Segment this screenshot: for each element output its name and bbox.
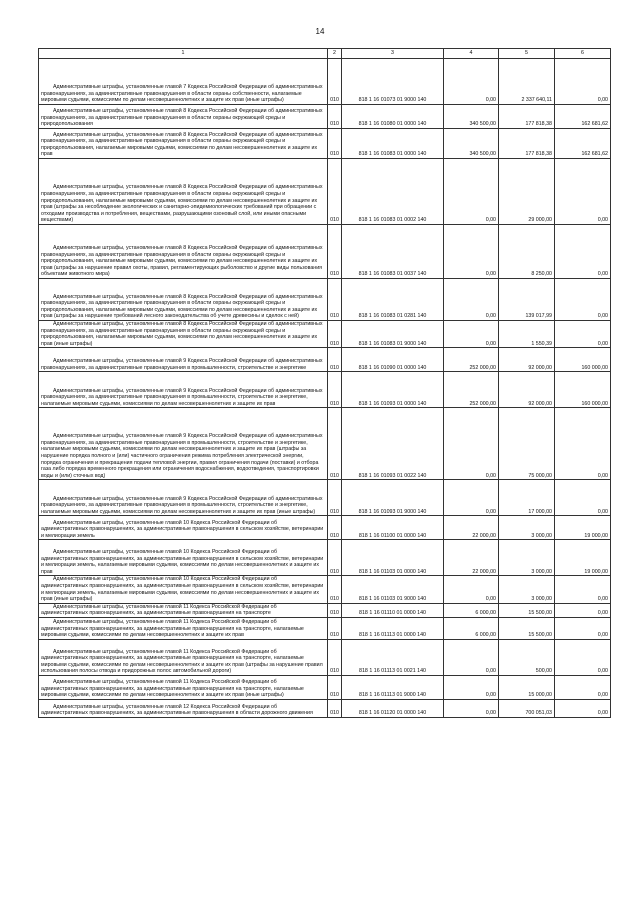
row-budget-code: 818 1 16 01113 01 0000 140	[342, 618, 444, 640]
row-line-code: 010	[328, 372, 342, 408]
row-approved-amount: 6 000,00	[444, 618, 499, 640]
row-description	[39, 372, 328, 408]
row-description	[39, 640, 328, 676]
column-header: 2	[328, 49, 342, 59]
row-line-code: 010	[328, 59, 342, 105]
row-line-code: 010	[328, 105, 342, 129]
row-description	[39, 408, 328, 480]
row-executed-amount: 177 818,38	[499, 105, 555, 129]
row-unexecuted-amount: 162 681,62	[555, 129, 611, 159]
row-description-text: Административные штрафы, установленные главой 9 Кодекса Российской Федерации об административных правонарушениях, за административные правонарушения в промышленности, строительстве и энергетике, налагаемые мировыми судьями, комиссиями по делам несовершеннолетних и защите их прав	[41, 387, 323, 407]
row-description-text: Административные штрафы, установленные главой 8 Кодекса Российской Федерации об административных правонарушениях, за административные правонарушения в области охраны окружающей среды и природопользования, налагаемые мировыми судьями, комиссиями по делам несовершеннолетних и защите их прав (иные штрафы)	[41, 321, 323, 347]
row-description	[39, 159, 328, 225]
row-unexecuted-amount: 162 681,62	[555, 105, 611, 129]
row-executed-amount: 700 051,03	[499, 700, 555, 718]
table-row	[39, 540, 611, 576]
row-budget-code: 818 1 16 01083 01 0037 140	[342, 225, 444, 279]
row-description-text: Административные штрафы, установленные главой 9 Кодекса Российской Федерации об административных правонарушениях, за административные правонарушения в промышленности, строительстве и энергетике, налагаемые мировыми судьями, комиссиями по делам несовершеннолетних и защите их прав (иные штрафы)	[41, 495, 323, 515]
row-approved-amount: 340 500,00	[444, 129, 499, 159]
row-line-code: 010	[328, 540, 342, 576]
row-unexecuted-amount: 0,00	[555, 618, 611, 640]
row-budget-code: 818 1 16 01120 01 0000 140	[342, 700, 444, 718]
row-description	[39, 603, 328, 617]
row-executed-amount: 15 000,00	[499, 676, 555, 700]
row-budget-code: 818 1 16 01083 01 0000 140	[342, 129, 444, 159]
row-budget-code: 818 1 16 01113 01 9000 140	[342, 676, 444, 700]
row-executed-amount: 1 550,39	[499, 321, 555, 348]
table-row	[39, 408, 611, 480]
row-executed-amount: 3 000,00	[499, 540, 555, 576]
row-budget-code: 818 1 16 01090 01 0000 140	[342, 348, 444, 372]
row-description	[39, 105, 328, 129]
column-header: 6	[555, 49, 611, 59]
row-budget-code: 818 1 16 01083 01 9000 140	[342, 321, 444, 348]
row-description-text: Административные штрафы, установленные главой 11 Кодекса Российской Федерации об административных правонарушениях, за административные правонарушения на транспорте	[41, 603, 277, 617]
row-line-code: 010	[328, 408, 342, 480]
row-budget-code: 818 1 16 01083 01 0281 140	[342, 279, 444, 321]
row-approved-amount: 22 000,00	[444, 540, 499, 576]
row-executed-amount: 15 500,00	[499, 603, 555, 617]
row-executed-amount: 3 000,00	[499, 576, 555, 603]
table-row	[39, 225, 611, 279]
row-description-text: Административные штрафы, установленные главой 8 Кодекса Российской Федерации об административных правонарушениях, за административные правонарушения в области охраны окружающей среды и природопользования, налагаемые мировыми судьями, комиссиями по делам несовершеннолетних и защите их прав (штрафы за несоблюдение экологических и санитарно-эпидемиологических требований при обращении с отходами производства и потребления, веществами, разрушающими озоновый слой, или иными опасными веществами)	[41, 184, 323, 224]
table-row	[39, 279, 611, 321]
row-approved-amount: 0,00	[444, 279, 499, 321]
row-budget-code: 818 1 16 01083 01 0002 140	[342, 159, 444, 225]
row-budget-code: 818 1 16 01110 01 0000 140	[342, 603, 444, 617]
row-line-code: 010	[328, 700, 342, 718]
row-line-code: 010	[328, 321, 342, 348]
table-row	[39, 640, 611, 676]
row-budget-code: 818 1 16 01093 01 9000 140	[342, 480, 444, 516]
row-description	[39, 59, 328, 105]
row-approved-amount: 0,00	[444, 676, 499, 700]
row-approved-amount: 0,00	[444, 700, 499, 718]
row-executed-amount: 75 000,00	[499, 408, 555, 480]
row-approved-amount: 0,00	[444, 576, 499, 603]
row-description-text: Административные штрафы, установленные главой 8 Кодекса Российской Федерации об административных правонарушениях, за административные правонарушения в области охраны окружающей среды и природопользования, налагаемые мировыми судьями, комиссиями по делам несовершеннолетних и защите их прав (штрафы за нарушение правил охоты, правил, регламентирующих рыболовство и другие виды пользования объектами животного мира)	[41, 244, 323, 278]
table-row	[39, 676, 611, 700]
row-executed-amount: 29 000,00	[499, 159, 555, 225]
column-header: 1	[39, 49, 328, 59]
table-row	[39, 603, 611, 617]
row-description-text: Административные штрафы, установленные главой 10 Кодекса Российской Федерации об административных правонарушениях, за административные правонарушения в сельском хозяйстве, ветеринарии и мелиорации земель, налагаемые мировыми судьями, комиссиями по делам несовершеннолетних и защите их прав (иные штрафы)	[41, 576, 324, 603]
row-approved-amount: 252 000,00	[444, 372, 499, 408]
row-approved-amount: 6 000,00	[444, 603, 499, 617]
table-row	[39, 618, 611, 640]
row-unexecuted-amount: 0,00	[555, 700, 611, 718]
row-description	[39, 676, 328, 700]
row-description-text: Административные штрафы, установленные главой 12 Кодекса Российской Федерации об административных правонарушениях, за административные правонарушения в области дорожного движения	[41, 703, 313, 717]
row-line-code: 010	[328, 129, 342, 159]
row-description-text: Административные штрафы, установленные главой 10 Кодекса Российской Федерации об административных правонарушениях, за административные правонарушения в сельском хозяйстве, ветеринарии и мелиорации земель	[41, 519, 324, 539]
row-unexecuted-amount: 19 000,00	[555, 540, 611, 576]
row-line-code: 010	[328, 480, 342, 516]
row-approved-amount: 0,00	[444, 640, 499, 676]
row-budget-code: 818 1 16 01073 01 9000 140	[342, 59, 444, 105]
row-description-text: Административные штрафы, установленные главой 9 Кодекса Российской Федерации об административных правонарушениях, за административные правонарушения в промышленности, строительстве и энергетике, налагаемые мировыми судьями, комиссиями по делам несовершеннолетних и защите их прав (штрафы за нарушение порядка полного и (или) частичного ограничения режима потребления электрической энергии, порядка ограничения и прекращения подачи тепловой энергии, правил ограничения подачи (поставки) и отбора газа либо порядка временного прекращения или ограничения водоснабжения, водоотведения, транспортировки воды и (или) сточных вод)	[41, 433, 323, 479]
row-budget-code: 818 1 16 01103 01 0000 140	[342, 540, 444, 576]
row-approved-amount: 340 500,00	[444, 105, 499, 129]
row-description-text: Административные штрафы, установленные главой 11 Кодекса Российской Федерации об административных правонарушениях, за административные правонарушения на транспорте, налагаемые мировыми судьями, комиссиями по делам несовершеннолетних и защите их прав	[41, 619, 304, 639]
row-description	[39, 279, 328, 321]
row-description-text: Административные штрафы, установленные главой 8 Кодекса Российской Федерации об административных правонарушениях, за административные правонарушения в области охраны окружающей среды и природопользования, налагаемые мировыми судьями, комиссиями по делам несовершеннолетних и защите их прав (штрафы за нарушение требований лесного законодательства об учете древесины и сделок с ней)	[41, 293, 323, 320]
row-unexecuted-amount: 0,00	[555, 640, 611, 676]
table-row	[39, 516, 611, 540]
row-description	[39, 225, 328, 279]
row-description-text: Административные штрафы, установленные главой 7 Кодекса Российской Федерации об административных правонарушениях, за административные правонарушения в области охраны собственности, налагаемые мировыми судьями, комиссиями по делам несовершеннолетних и защите их прав (иные штрафы)	[41, 84, 323, 104]
row-executed-amount: 92 000,00	[499, 372, 555, 408]
row-unexecuted-amount: 160 000,00	[555, 348, 611, 372]
row-unexecuted-amount: 0,00	[555, 480, 611, 516]
row-executed-amount: 2 337 640,11	[499, 59, 555, 105]
row-executed-amount: 500,00	[499, 640, 555, 676]
row-line-code: 010	[328, 618, 342, 640]
row-line-code: 010	[328, 348, 342, 372]
column-header: 5	[499, 49, 555, 59]
row-unexecuted-amount: 0,00	[555, 603, 611, 617]
row-line-code: 010	[328, 516, 342, 540]
row-unexecuted-amount: 0,00	[555, 676, 611, 700]
row-executed-amount: 15 500,00	[499, 618, 555, 640]
row-approved-amount: 0,00	[444, 321, 499, 348]
row-executed-amount: 8 250,00	[499, 225, 555, 279]
row-description	[39, 480, 328, 516]
row-approved-amount: 0,00	[444, 159, 499, 225]
row-unexecuted-amount: 19 000,00	[555, 516, 611, 540]
row-approved-amount: 0,00	[444, 408, 499, 480]
table-row	[39, 59, 611, 105]
row-description	[39, 618, 328, 640]
row-line-code: 010	[328, 159, 342, 225]
row-line-code: 010	[328, 603, 342, 617]
row-line-code: 010	[328, 576, 342, 603]
row-budget-code: 818 1 16 01080 01 0000 140	[342, 105, 444, 129]
row-unexecuted-amount: 0,00	[555, 408, 611, 480]
table-row	[39, 576, 611, 603]
row-description-text: Административные штрафы, установленные главой 11 Кодекса Российской Федерации об административных правонарушениях, за административные правонарушения на транспорте, налагаемые мировыми судьями, комиссиями по делам несовершеннолетних и защите их прав (штрафы за нарушение правил использования полосы отвода и придорожных полос автомобильной дороги)	[41, 648, 323, 675]
row-unexecuted-amount: 0,00	[555, 159, 611, 225]
row-approved-amount: 0,00	[444, 480, 499, 516]
row-approved-amount: 252 000,00	[444, 348, 499, 372]
row-line-code: 010	[328, 676, 342, 700]
row-unexecuted-amount: 0,00	[555, 59, 611, 105]
column-header: 3	[342, 49, 444, 59]
row-unexecuted-amount: 160 000,00	[555, 372, 611, 408]
row-unexecuted-amount: 0,00	[555, 279, 611, 321]
row-budget-code: 818 1 16 01093 01 0000 140	[342, 372, 444, 408]
row-executed-amount: 139 017,99	[499, 279, 555, 321]
row-description	[39, 321, 328, 348]
row-line-code: 010	[328, 279, 342, 321]
row-description-text: Административные штрафы, установленные главой 9 Кодекса Российской Федерации об административных правонарушениях, за административные правонарушения в промышленности, строительстве и энергетике	[41, 358, 323, 371]
table-row	[39, 480, 611, 516]
row-unexecuted-amount: 0,00	[555, 321, 611, 348]
row-executed-amount: 3 000,00	[499, 516, 555, 540]
report-table	[38, 48, 611, 718]
row-description	[39, 129, 328, 159]
row-executed-amount: 92 000,00	[499, 348, 555, 372]
row-description-text: Административные штрафы, установленные главой 11 Кодекса Российской Федерации об административных правонарушениях, за административные правонарушения на транспорте, налагаемые мировыми судьями, комиссиями по делам несовершеннолетних и защите их прав (иные штрафы)	[41, 679, 304, 699]
row-description	[39, 540, 328, 576]
row-description	[39, 516, 328, 540]
row-approved-amount: 22 000,00	[444, 516, 499, 540]
row-description-text: Административные штрафы, установленные главой 8 Кодекса Российской Федерации об административных правонарушениях, за административные правонарушения в области охраны окружающей среды и природопользования	[41, 108, 323, 128]
row-budget-code: 818 1 16 01103 01 9000 140	[342, 576, 444, 603]
row-line-code: 010	[328, 225, 342, 279]
table-row	[39, 129, 611, 159]
row-description	[39, 576, 328, 603]
row-description	[39, 700, 328, 718]
row-budget-code: 818 1 16 01093 01 0022 140	[342, 408, 444, 480]
table-row	[39, 372, 611, 408]
row-unexecuted-amount: 0,00	[555, 576, 611, 603]
row-approved-amount: 0,00	[444, 59, 499, 105]
row-description-text: Административные штрафы, установленные главой 8 Кодекса Российской Федерации об административных правонарушениях, за административные правонарушения в области охраны окружающей среды и природопользования, налагаемые мировыми судьями, комиссиями по делам несовершеннолетних и защите их прав	[41, 131, 323, 158]
row-unexecuted-amount: 0,00	[555, 225, 611, 279]
row-description-text: Административные штрафы, установленные главой 10 Кодекса Российской Федерации об административных правонарушениях, за административные правонарушения в сельском хозяйстве, ветеринарии и мелиорации земель, налагаемые мировыми судьями, комиссиями по делам несовершеннолетних и защите их прав	[41, 549, 324, 575]
table-row	[39, 321, 611, 348]
column-number-row	[39, 49, 611, 59]
row-executed-amount: 177 818,38	[499, 129, 555, 159]
table-row	[39, 348, 611, 372]
row-budget-code: 818 1 16 01100 01 0000 140	[342, 516, 444, 540]
page-number: 14	[315, 27, 325, 36]
row-approved-amount: 0,00	[444, 225, 499, 279]
table-row	[39, 159, 611, 225]
row-executed-amount: 17 000,00	[499, 480, 555, 516]
column-header: 4	[444, 49, 499, 59]
row-budget-code: 818 1 16 01113 01 0021 140	[342, 640, 444, 676]
table-row	[39, 700, 611, 718]
row-line-code: 010	[328, 640, 342, 676]
row-description	[39, 348, 328, 372]
table-row	[39, 105, 611, 129]
